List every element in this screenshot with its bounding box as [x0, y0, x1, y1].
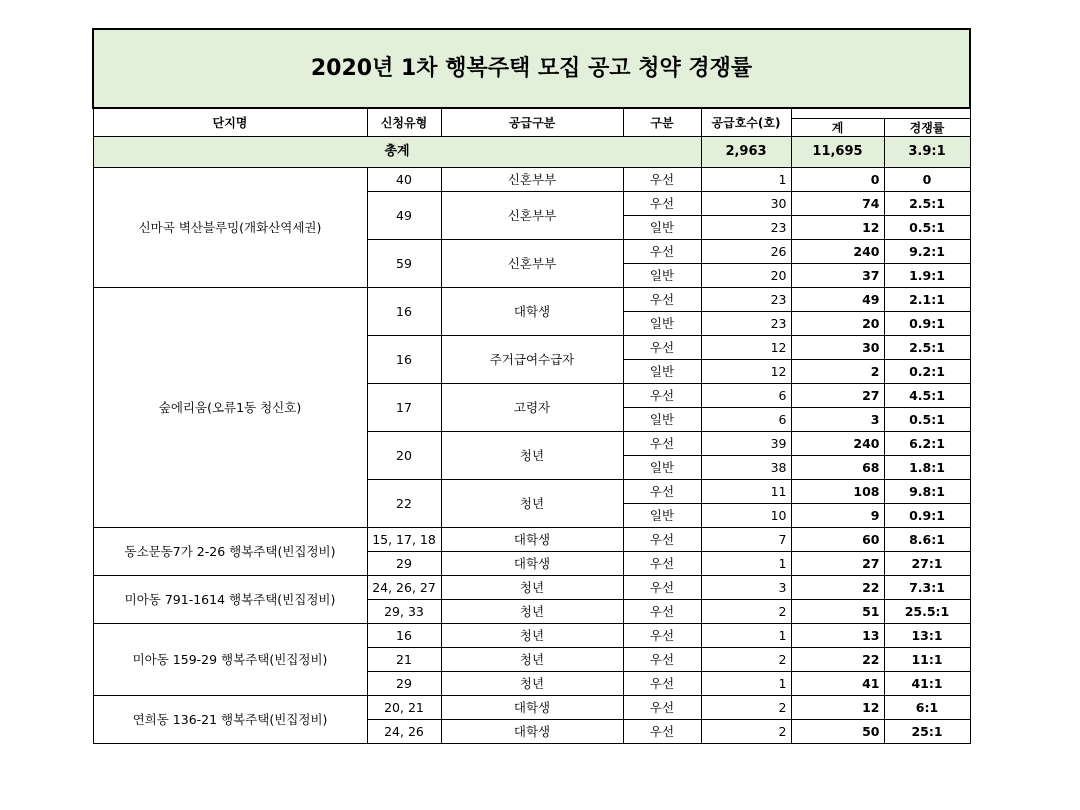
gubun-cell: 우선	[623, 480, 701, 504]
header-type: 신청유형	[367, 108, 441, 137]
rate-cell: 1.9:1	[884, 264, 970, 288]
supply-category: 대학생	[441, 288, 623, 336]
units-cell: 1	[701, 624, 791, 648]
supply-category: 청년	[441, 576, 623, 600]
units-cell: 23	[701, 288, 791, 312]
application-type: 16	[367, 624, 441, 648]
supply-category: 청년	[441, 672, 623, 696]
header-total: 계	[791, 119, 884, 137]
rate-cell: 7.3:1	[884, 576, 970, 600]
applicants-cell: 68	[791, 456, 884, 480]
units-cell: 23	[701, 216, 791, 240]
gubun-cell: 우선	[623, 576, 701, 600]
rate-cell: 6.2:1	[884, 432, 970, 456]
gubun-cell: 우선	[623, 624, 701, 648]
rate-cell: 0.9:1	[884, 504, 970, 528]
table-row	[93, 168, 970, 192]
gubun-cell: 일반	[623, 408, 701, 432]
total-rate: 3.9:1	[884, 137, 970, 168]
application-type: 49	[367, 192, 441, 240]
applicants-cell: 27	[791, 384, 884, 408]
units-cell: 26	[701, 240, 791, 264]
units-cell: 1	[701, 168, 791, 192]
danji-name: 신마곡 벽산블루밍(개화산역세권)	[93, 168, 367, 288]
applicants-cell: 13	[791, 624, 884, 648]
application-type: 22	[367, 480, 441, 528]
gubun-cell: 일반	[623, 504, 701, 528]
rate-cell: 2.5:1	[884, 336, 970, 360]
application-type: 59	[367, 240, 441, 288]
applicants-cell: 240	[791, 432, 884, 456]
units-cell: 30	[701, 192, 791, 216]
applicants-cell: 37	[791, 264, 884, 288]
rate-cell: 6:1	[884, 696, 970, 720]
total-units: 2,963	[701, 137, 791, 168]
rate-cell: 41:1	[884, 672, 970, 696]
applicants-cell: 2	[791, 360, 884, 384]
supply-category: 청년	[441, 600, 623, 624]
danji-name: 연희동 136-21 행복주택(빈집정비)	[93, 696, 367, 744]
units-cell: 3	[701, 576, 791, 600]
applicants-cell: 51	[791, 600, 884, 624]
rate-cell: 9.8:1	[884, 480, 970, 504]
gubun-cell: 우선	[623, 336, 701, 360]
applicants-cell: 12	[791, 696, 884, 720]
competition-table	[92, 28, 971, 744]
units-cell: 6	[701, 408, 791, 432]
danji-name: 미아동 159-29 행복주택(빈집정비)	[93, 624, 367, 696]
rate-cell: 4.5:1	[884, 384, 970, 408]
gubun-cell: 우선	[623, 432, 701, 456]
danji-name: 동소문동7가 2-26 행복주택(빈집정비)	[93, 528, 367, 576]
supply-category: 청년	[441, 624, 623, 648]
applicants-cell: 12	[791, 216, 884, 240]
total-applicants: 11,695	[791, 137, 884, 168]
applicants-cell: 9	[791, 504, 884, 528]
gubun-cell: 우선	[623, 528, 701, 552]
gubun-cell: 우선	[623, 696, 701, 720]
units-cell: 12	[701, 360, 791, 384]
applicants-cell: 74	[791, 192, 884, 216]
units-cell: 11	[701, 480, 791, 504]
applicants-cell: 50	[791, 720, 884, 744]
gubun-cell: 우선	[623, 168, 701, 192]
application-type: 16	[367, 288, 441, 336]
gubun-cell: 일반	[623, 264, 701, 288]
page-title: 2020년 1차 행복주택 모집 공고 청약 경쟁률	[93, 29, 970, 108]
rate-cell: 0.5:1	[884, 216, 970, 240]
gubun-cell: 일반	[623, 216, 701, 240]
rate-cell: 0.5:1	[884, 408, 970, 432]
header-danji: 단지명	[93, 108, 367, 137]
gubun-cell: 우선	[623, 240, 701, 264]
units-cell: 1	[701, 552, 791, 576]
application-type: 15, 17, 18	[367, 528, 441, 552]
rate-cell: 25.5:1	[884, 600, 970, 624]
applicants-cell: 27	[791, 552, 884, 576]
gubun-cell: 우선	[623, 600, 701, 624]
rate-cell: 0	[884, 168, 970, 192]
supply-category: 청년	[441, 648, 623, 672]
application-type: 24, 26	[367, 720, 441, 744]
applicants-cell: 0	[791, 168, 884, 192]
units-cell: 6	[701, 384, 791, 408]
units-cell: 2	[701, 696, 791, 720]
units-cell: 20	[701, 264, 791, 288]
header-rate: 경쟁률	[884, 119, 970, 137]
supply-category: 신혼부부	[441, 168, 623, 192]
rate-cell: 8.6:1	[884, 528, 970, 552]
applicants-cell: 60	[791, 528, 884, 552]
header-supply: 공급구분	[441, 108, 623, 137]
rate-cell: 0.2:1	[884, 360, 970, 384]
header-applicant-group	[791, 108, 970, 119]
application-type: 24, 26, 27	[367, 576, 441, 600]
units-cell: 2	[701, 648, 791, 672]
rate-cell: 11:1	[884, 648, 970, 672]
gubun-cell: 우선	[623, 552, 701, 576]
rate-cell: 27:1	[884, 552, 970, 576]
units-cell: 23	[701, 312, 791, 336]
gubun-cell: 우선	[623, 384, 701, 408]
rate-cell: 2.1:1	[884, 288, 970, 312]
application-type: 17	[367, 384, 441, 432]
gubun-cell: 우선	[623, 672, 701, 696]
application-type: 29	[367, 672, 441, 696]
units-cell: 2	[701, 600, 791, 624]
applicants-cell: 30	[791, 336, 884, 360]
table-row	[93, 528, 970, 552]
applicants-cell: 22	[791, 648, 884, 672]
table-row	[93, 288, 970, 312]
danji-name: 숲에리움(오류1동 청신호)	[93, 288, 367, 528]
gubun-cell: 우선	[623, 192, 701, 216]
rate-cell: 25:1	[884, 720, 970, 744]
application-type: 20	[367, 432, 441, 480]
table-row	[93, 696, 970, 720]
application-type: 21	[367, 648, 441, 672]
application-type: 40	[367, 168, 441, 192]
supply-category: 신혼부부	[441, 192, 623, 240]
table-row	[93, 576, 970, 600]
supply-category: 청년	[441, 432, 623, 480]
supply-category: 주거급여수급자	[441, 336, 623, 384]
supply-category: 고령자	[441, 384, 623, 432]
applicants-cell: 41	[791, 672, 884, 696]
units-cell: 1	[701, 672, 791, 696]
supply-category: 대학생	[441, 552, 623, 576]
gubun-cell: 우선	[623, 648, 701, 672]
rate-cell: 0.9:1	[884, 312, 970, 336]
units-cell: 7	[701, 528, 791, 552]
gubun-cell: 일반	[623, 456, 701, 480]
applicants-cell: 20	[791, 312, 884, 336]
total-row	[93, 137, 970, 168]
gubun-cell: 우선	[623, 720, 701, 744]
danji-name: 미아동 791-1614 행복주택(빈집정비)	[93, 576, 367, 624]
rate-cell: 1.8:1	[884, 456, 970, 480]
units-cell: 12	[701, 336, 791, 360]
header-gubun: 구분	[623, 108, 701, 137]
units-cell: 10	[701, 504, 791, 528]
applicants-cell: 240	[791, 240, 884, 264]
rate-cell: 9.2:1	[884, 240, 970, 264]
application-type: 29, 33	[367, 600, 441, 624]
supply-category: 대학생	[441, 696, 623, 720]
competition-rate-sheet	[92, 28, 969, 779]
units-cell: 2	[701, 720, 791, 744]
application-type: 29	[367, 552, 441, 576]
applicants-cell: 49	[791, 288, 884, 312]
gubun-cell: 일반	[623, 312, 701, 336]
supply-category: 대학생	[441, 528, 623, 552]
rate-cell: 2.5:1	[884, 192, 970, 216]
gubun-cell: 우선	[623, 288, 701, 312]
header-units: 공급호수(호)	[701, 108, 791, 137]
supply-category: 신혼부부	[441, 240, 623, 288]
gubun-cell: 일반	[623, 360, 701, 384]
units-cell: 38	[701, 456, 791, 480]
rate-cell: 13:1	[884, 624, 970, 648]
units-cell: 39	[701, 432, 791, 456]
applicants-cell: 22	[791, 576, 884, 600]
table-row	[93, 624, 970, 648]
supply-category: 대학생	[441, 720, 623, 744]
total-label: 총계	[93, 137, 701, 168]
application-type: 16	[367, 336, 441, 384]
application-type: 20, 21	[367, 696, 441, 720]
supply-category: 청년	[441, 480, 623, 528]
applicants-cell: 3	[791, 408, 884, 432]
applicants-cell: 108	[791, 480, 884, 504]
